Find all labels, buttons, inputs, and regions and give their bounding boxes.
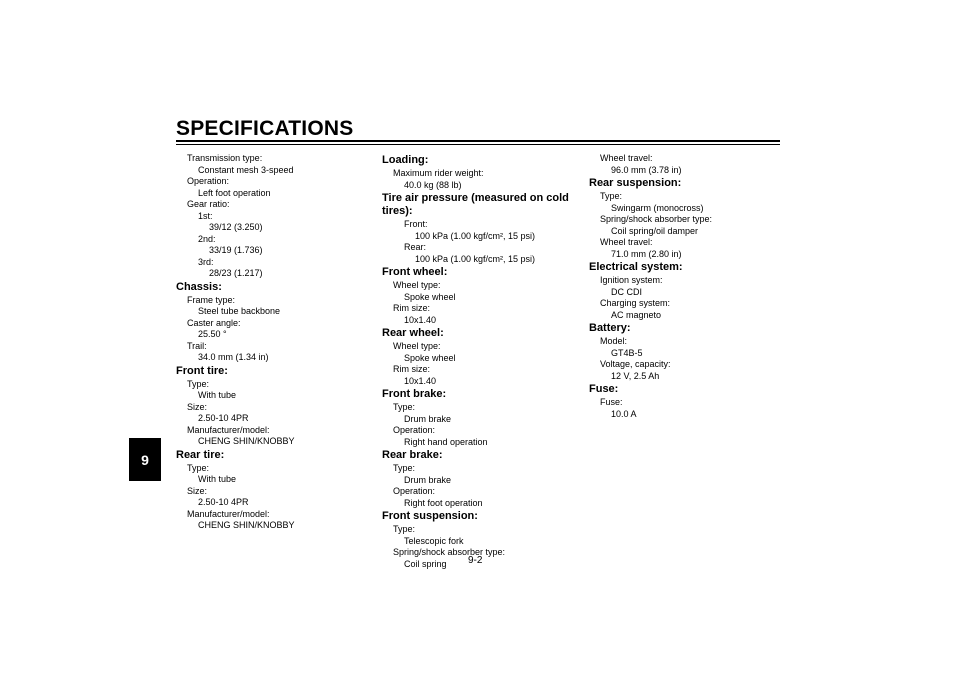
chapter-tab: 9 xyxy=(129,438,161,481)
spec-column-3 xyxy=(589,153,785,420)
spec-line: Wheel type: xyxy=(393,341,441,351)
section-heading: Fuse: xyxy=(589,383,619,395)
spec-line: Type: xyxy=(393,402,416,412)
spec-line: Rim size: xyxy=(393,364,431,374)
spec-line: 10x1.40 xyxy=(404,314,437,325)
spec-line: GT4B-5 xyxy=(611,347,643,358)
spec-line: 25.50 ° xyxy=(198,329,227,339)
spec-line: Swingarm (monocross) xyxy=(611,202,704,213)
spec-line: Wheel type: xyxy=(393,280,441,290)
spec-line: 100 kPa (1.00 kgf/cm², 15 psi) xyxy=(415,253,536,264)
section-heading: Rear wheel: xyxy=(382,327,444,339)
spec-line: Charging system: xyxy=(600,298,671,308)
spec-line: Drum brake xyxy=(404,474,452,485)
spec-line: Constant mesh 3-speed xyxy=(198,164,294,175)
spec-line: 10x1.40 xyxy=(404,375,437,386)
spec-line: Type: xyxy=(393,463,416,473)
spec-line: Wheel travel: xyxy=(600,237,653,247)
spec-column-1 xyxy=(176,153,376,532)
section-heading: Rear brake: xyxy=(382,449,443,461)
spec-line: Rim size: xyxy=(393,303,431,313)
spec-line: Type: xyxy=(187,378,210,389)
spec-line: Left foot operation xyxy=(198,187,271,198)
section-heading: Tire air pressure (measured on cold tires): xyxy=(382,192,569,217)
spec-line: Coil spring xyxy=(404,558,447,569)
spec-line: Coil spring/oil damper xyxy=(611,225,699,236)
spec-line: Right hand operation xyxy=(404,436,488,447)
spec-line: Caster angle: xyxy=(187,317,241,328)
spec-line: AC magneto xyxy=(611,309,662,320)
spec-line: 100 kPa (1.00 kgf/cm², 15 psi) xyxy=(415,230,536,241)
spec-line: 1st: xyxy=(198,210,213,221)
section-heading: Rear suspension: xyxy=(589,177,682,189)
spec-line: Spoke wheel xyxy=(404,352,456,363)
spec-line: 2.50-10 4PR xyxy=(198,413,249,423)
spec-line: Type: xyxy=(393,524,416,534)
spec-line: Spoke wheel xyxy=(404,291,456,302)
spec-line: Ignition system: xyxy=(600,275,663,285)
spec-line: With tube xyxy=(198,474,237,484)
spec-column-2 xyxy=(382,153,578,570)
spec-line: 10.0 A xyxy=(611,408,637,419)
section-heading: Chassis: xyxy=(176,280,222,293)
spec-line: 2.50-10 4PR xyxy=(198,497,249,507)
spec-line: Gear ratio: xyxy=(187,199,230,209)
spec-line: 96.0 mm (3.78 in) xyxy=(611,164,682,175)
spec-line: Operation: xyxy=(393,425,436,435)
page-number: 9-2 xyxy=(468,555,483,566)
spec-line: Voltage, capacity: xyxy=(600,359,671,369)
spec-line: Steel tube backbone xyxy=(198,306,281,316)
section-heading: Front tire: xyxy=(176,364,228,377)
spec-line: 39/12 (3.250) xyxy=(209,222,263,232)
spec-line: CHENG SHIN/KNOBBY xyxy=(198,520,295,530)
spec-line: Type: xyxy=(187,462,210,473)
spec-line: Rear: xyxy=(404,242,427,252)
spec-line: Model: xyxy=(600,336,628,346)
spec-line: Telescopic fork xyxy=(404,535,464,546)
spec-line: Spring/shock absorber type: xyxy=(393,547,506,557)
section-heading: Front brake: xyxy=(382,388,447,400)
spec-line: DC CDI xyxy=(611,286,642,297)
spec-line: Front: xyxy=(404,219,428,229)
spec-line: Trail: xyxy=(187,340,207,351)
spec-line: Type: xyxy=(600,191,623,201)
spec-line: Manufacturer/model: xyxy=(187,508,270,519)
spec-line: 2nd: xyxy=(198,233,216,244)
section-heading: Electrical system: xyxy=(589,261,683,273)
section-heading: Rear tire: xyxy=(176,448,225,461)
section-heading: Front suspension: xyxy=(382,510,478,522)
spec-line: 12 V, 2.5 Ah xyxy=(611,370,660,381)
page-title: SPECIFICATIONS xyxy=(176,117,354,140)
spec-line: CHENG SHIN/KNOBBY xyxy=(198,436,295,446)
spec-line: Maximum rider weight: xyxy=(393,168,484,178)
title-rule xyxy=(176,140,780,145)
spec-line: 3rd: xyxy=(198,256,214,267)
spec-line: 40.0 kg (88 lb) xyxy=(404,179,462,190)
section-heading: Battery: xyxy=(589,322,631,334)
spec-line: 28/23 (1.217) xyxy=(209,268,263,278)
section-heading: Front wheel: xyxy=(382,266,448,278)
spec-line: 71.0 mm (2.80 in) xyxy=(611,248,682,259)
spec-line: Manufacturer/model: xyxy=(187,424,270,435)
spec-line: Right foot operation xyxy=(404,497,483,508)
spec-line: Frame type: xyxy=(187,294,236,305)
spec-line: Spring/shock absorber type: xyxy=(600,214,713,224)
spec-line: Drum brake xyxy=(404,413,452,424)
section-heading: Loading: xyxy=(382,154,429,166)
spec-line: Transmission type: xyxy=(187,153,263,163)
spec-line: Size: xyxy=(187,401,208,412)
spec-line: Size: xyxy=(187,485,208,496)
spec-line: 34.0 mm (1.34 in) xyxy=(198,352,269,362)
spec-line: Fuse: xyxy=(600,397,623,407)
spec-line: Operation: xyxy=(393,486,436,496)
spec-line: With tube xyxy=(198,390,237,400)
spec-line: 33/19 (1.736) xyxy=(209,245,263,255)
spec-line: Operation: xyxy=(187,176,230,186)
spec-line: Wheel travel: xyxy=(600,153,653,163)
